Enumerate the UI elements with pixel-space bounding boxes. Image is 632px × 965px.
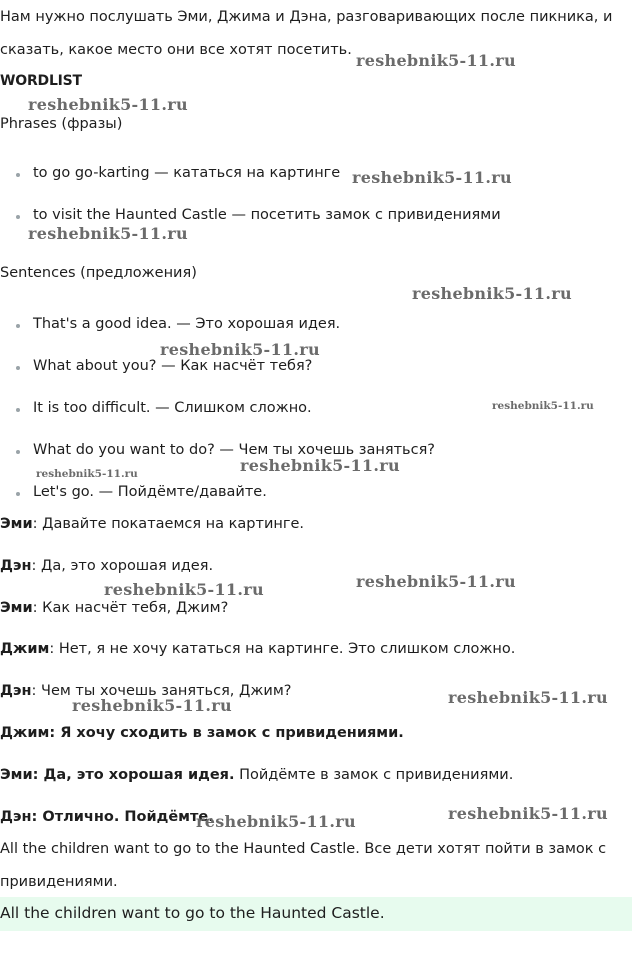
conclusion-line-1: All the children want to go to the Haunted Castle. Все дети хотят пойти в замок с xyxy=(0,841,607,857)
dialogue-line xyxy=(0,767,513,783)
watermark: reshebnik5-11.ru xyxy=(352,168,512,187)
watermark: reshebnik5-11.ru xyxy=(104,580,264,599)
intro-line-2: сказать, какое место они все хотят посетить. xyxy=(0,42,352,58)
wordlist-heading: WORDLIST xyxy=(0,73,82,89)
speaker-name: Джим xyxy=(0,725,50,741)
watermark: reshebnik5-11.ru xyxy=(448,804,608,823)
watermark: reshebnik5-11.ru xyxy=(196,812,356,831)
bullet xyxy=(16,324,20,328)
speaker-name: Дэн xyxy=(0,683,32,699)
sentence-item: That's a good idea. — Это хорошая идея. xyxy=(33,316,341,332)
watermark: reshebnik5-11.ru xyxy=(72,696,232,715)
bold-line-text: : Я хочу сходить в замок с привидениями. xyxy=(49,725,404,741)
bold-line-text: : Да, это хорошая идея. xyxy=(32,767,235,783)
watermark: reshebnik5-11.ru xyxy=(412,284,572,303)
watermark: reshebnik5-11.ru xyxy=(356,51,516,70)
line-text: : Чем ты хочешь заняться, Джим? xyxy=(31,683,292,699)
bullet xyxy=(16,492,20,496)
bold-line-text: : Отлично. Пойдёмте. xyxy=(31,809,214,825)
dialogue-line xyxy=(0,600,228,616)
watermark: reshebnik5-11.ru xyxy=(492,400,594,412)
speaker-name: Эми xyxy=(0,516,33,532)
bullet xyxy=(16,450,20,454)
phrase-item: to go go-karting — кататься на картинге xyxy=(33,165,341,181)
watermark: reshebnik5-11.ru xyxy=(240,456,400,475)
dialogue-line xyxy=(0,516,304,532)
watermark: reshebnik5-11.ru xyxy=(28,95,188,114)
line-text: : Нет, я не хочу кататься на картинге. Это слишком сложно. xyxy=(49,641,516,657)
dialogue-line xyxy=(0,809,214,825)
watermark: reshebnik5-11.ru xyxy=(448,688,608,707)
speaker-name: Эми xyxy=(0,767,33,783)
sentence-item: What do you want to do? — Чем ты хочешь заняться? xyxy=(33,442,435,458)
line-text: : Да, это хорошая идея. xyxy=(31,558,214,574)
dialogue-line xyxy=(0,725,404,741)
speaker-name: Дэн xyxy=(0,558,32,574)
bullet xyxy=(16,173,20,177)
watermark: reshebnik5-11.ru xyxy=(36,468,138,480)
sentence-item: It is too difficult. — Слишком сложно. xyxy=(33,400,312,416)
speaker-name: Эми xyxy=(0,600,33,616)
dialogue-line xyxy=(0,558,213,574)
bullet xyxy=(16,215,20,219)
watermark: reshebnik5-11.ru xyxy=(160,340,320,359)
phrases-heading: Phrases (фразы) xyxy=(0,116,123,132)
watermark: reshebnik5-11.ru xyxy=(356,572,516,591)
speaker-name: Джим xyxy=(0,641,50,657)
sentence-item: Let's go. — Пойдёмте/давайте. xyxy=(33,484,267,500)
answer-text: All the children want to go to the Haunted Castle. xyxy=(0,904,385,922)
bullet xyxy=(16,408,20,412)
line-text: Пойдёмте в замок с привидениями. xyxy=(234,767,514,783)
dialogue-line xyxy=(0,641,515,657)
answer-highlight xyxy=(0,897,632,931)
line-text: : Как насчёт тебя, Джим? xyxy=(32,600,229,616)
sentence-item: What about you? — Как насчёт тебя? xyxy=(33,358,313,374)
bullet xyxy=(16,366,20,370)
speaker-name: Дэн xyxy=(0,809,32,825)
sentences-heading: Sentences (предложения) xyxy=(0,265,197,281)
intro-line-1: Нам нужно послушать Эми, Джима и Дэна, разговаривающих после пикника, и xyxy=(0,9,613,25)
watermark: reshebnik5-11.ru xyxy=(28,224,188,243)
conclusion-line-2: привидениями. xyxy=(0,874,118,890)
phrase-item: to visit the Haunted Castle — посетить замок с привидениями xyxy=(33,207,501,223)
line-text: : Давайте покатаемся на картинге. xyxy=(32,516,305,532)
